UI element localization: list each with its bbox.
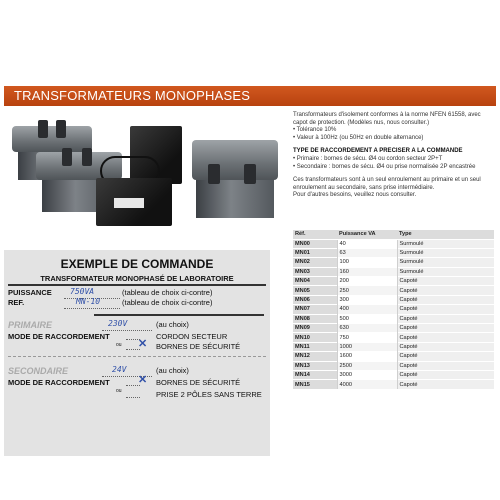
ou-label: ou <box>116 388 122 394</box>
cell-type: Capoté <box>397 305 494 314</box>
table-row <box>293 277 494 286</box>
primaire-option-bornes: BORNES DE SÉCURITÉ <box>156 342 241 351</box>
cell-ref: MN08 <box>293 314 337 323</box>
primaire-label: PRIMAIRE <box>8 320 53 330</box>
cell-ref: MN00 <box>293 239 337 248</box>
cell-ref: MN13 <box>293 361 337 370</box>
ou-label: ou <box>116 342 122 348</box>
cell-power: 1600 <box>337 352 397 361</box>
cell-ref: MN14 <box>293 370 337 379</box>
description-bullet: • Valeur à 100Hz (ou 50Hz en double alternance) <box>293 134 424 141</box>
order-title: EXEMPLE DE COMMANDE <box>60 257 214 271</box>
cell-power: 250 <box>337 286 397 295</box>
cell-power: 2500 <box>337 361 397 370</box>
mode-raccordement-label: MODE DE RACCORDEMENT <box>8 378 110 387</box>
table-row <box>293 267 494 276</box>
transformer-right-image <box>192 136 278 220</box>
cell-power: 500 <box>337 314 397 323</box>
cell-type: Surmoulé <box>397 239 494 248</box>
cell-type: Surmoulé <box>397 258 494 267</box>
cell-type: Capoté <box>397 333 494 342</box>
section-banner <box>4 86 496 106</box>
cell-type: Capoté <box>397 370 494 379</box>
cell-type: Capoté <box>397 286 494 295</box>
secondaire-option-bornes: BORNES DE SÉCURITÉ <box>156 378 241 387</box>
cell-power: 400 <box>337 305 397 314</box>
cell-ref: MN02 <box>293 258 337 267</box>
primaire-option-cordon: CORDON SECTEUR <box>156 332 228 341</box>
table-row <box>293 286 494 295</box>
secondaire-label: SECONDAIRE <box>8 366 69 376</box>
description-block <box>293 112 493 203</box>
cell-power: 63 <box>337 248 397 257</box>
cell-power: 3000 <box>337 370 397 379</box>
cell-type: Capoté <box>397 342 494 351</box>
section-title: TRANSFORMATEURS MONOPHASES <box>14 88 251 103</box>
cell-type: Capoté <box>397 352 494 361</box>
table-row <box>293 314 494 323</box>
cell-type: Capoté <box>397 295 494 304</box>
cell-type: Capoté <box>397 324 494 333</box>
table-row <box>293 295 494 304</box>
table-row <box>293 333 494 342</box>
cell-type: Capoté <box>397 361 494 370</box>
reference-table <box>293 230 494 389</box>
divider <box>94 314 264 316</box>
cross-mark-icon: ✕ <box>138 338 148 350</box>
product-photo <box>0 106 285 252</box>
cell-ref: MN10 <box>293 333 337 342</box>
puissance-value: 750VA <box>70 287 95 296</box>
table-row <box>293 248 494 257</box>
description-intro: Transformateurs d'isolement conformes à la norme NFEN 61558, avec capot de protection. (Modèles nus, nous consulter.) <box>293 112 481 126</box>
ref-value: MN-10 <box>76 297 101 306</box>
ref-label: REF. <box>8 298 25 307</box>
description-note: Ces transformateurs sont à un seul enroulement au primaire et un seul enroulement au secondaire, sans prise intermédiaire. <box>293 177 481 191</box>
connection-item: • Secondaire : bornes de sécu. Ø4 ou prise normalisée 2P encastrée <box>293 163 476 170</box>
column-header-ref: Réf. <box>293 230 337 239</box>
divider <box>8 284 266 286</box>
dashed-divider <box>8 356 266 357</box>
table-row <box>293 258 494 267</box>
cell-type: Surmoulé <box>397 248 494 257</box>
cell-ref: MN07 <box>293 305 337 314</box>
mode-raccordement-label: MODE DE RACCORDEMENT <box>8 332 110 341</box>
primaire-value: 230V <box>108 319 128 328</box>
table-row <box>293 305 494 314</box>
cell-power: 300 <box>337 295 397 304</box>
puissance-hint: (tableau de choix ci-contre) <box>122 288 213 297</box>
cell-ref: MN04 <box>293 277 337 286</box>
table-row <box>293 361 494 370</box>
cell-power: 160 <box>337 267 397 276</box>
table-row <box>293 324 494 333</box>
cell-type: Capoté <box>397 380 494 389</box>
secondaire-value: 24V <box>112 365 127 374</box>
secondaire-hint: (au choix) <box>156 366 189 375</box>
order-subtitle: TRANSFORMATEUR MONOPHASÉ DE LABORATOIRE <box>40 274 234 283</box>
order-example-box <box>4 250 270 456</box>
secondaire-option-prise: PRISE 2 PÔLES SANS TERRE <box>156 390 262 399</box>
puissance-label: PUISSANCE <box>8 288 52 297</box>
cell-ref: MN06 <box>293 295 337 304</box>
table-row <box>293 380 494 389</box>
cell-power: 630 <box>337 324 397 333</box>
cell-type: Surmoulé <box>397 267 494 276</box>
cell-ref: MN01 <box>293 248 337 257</box>
cell-ref: MN11 <box>293 342 337 351</box>
cross-mark-icon: ✕ <box>138 374 148 386</box>
ref-line <box>64 308 120 309</box>
table-row <box>293 370 494 379</box>
cell-power: 100 <box>337 258 397 267</box>
cell-type: Capoté <box>397 314 494 323</box>
table-row <box>293 352 494 361</box>
cell-power: 1000 <box>337 342 397 351</box>
connection-heading: TYPE DE RACCORDEMENT A PRECISER A LA COMMANDE <box>293 148 463 155</box>
primaire-hint: (au choix) <box>156 320 189 329</box>
column-header-power: Puissance VA <box>337 230 397 239</box>
cell-power: 750 <box>337 333 397 342</box>
cell-power: 40 <box>337 239 397 248</box>
cell-ref: MN12 <box>293 352 337 361</box>
cell-power: 4000 <box>337 380 397 389</box>
column-header-type: Type <box>397 230 494 239</box>
description-note: Pour d'autres besoins, veuillez nous consulter. <box>293 192 417 199</box>
cell-ref: MN09 <box>293 324 337 333</box>
table-header-row <box>293 230 494 239</box>
table-row <box>293 239 494 248</box>
description-bullet: • Tolérance 10% <box>293 127 337 134</box>
transformer-black-front-image <box>96 178 172 226</box>
cell-ref: MN03 <box>293 267 337 276</box>
connection-item: • Primaire : bornes de sécu. Ø4 ou cordon secteur 2P+T <box>293 155 443 162</box>
cell-power: 200 <box>337 277 397 286</box>
cell-ref: MN05 <box>293 286 337 295</box>
cell-ref: MN15 <box>293 380 337 389</box>
option-checkbox[interactable] <box>126 388 140 398</box>
cell-type: Capoté <box>397 277 494 286</box>
ref-hint: (tableau de choix ci-contre) <box>122 298 213 307</box>
table-row <box>293 342 494 351</box>
